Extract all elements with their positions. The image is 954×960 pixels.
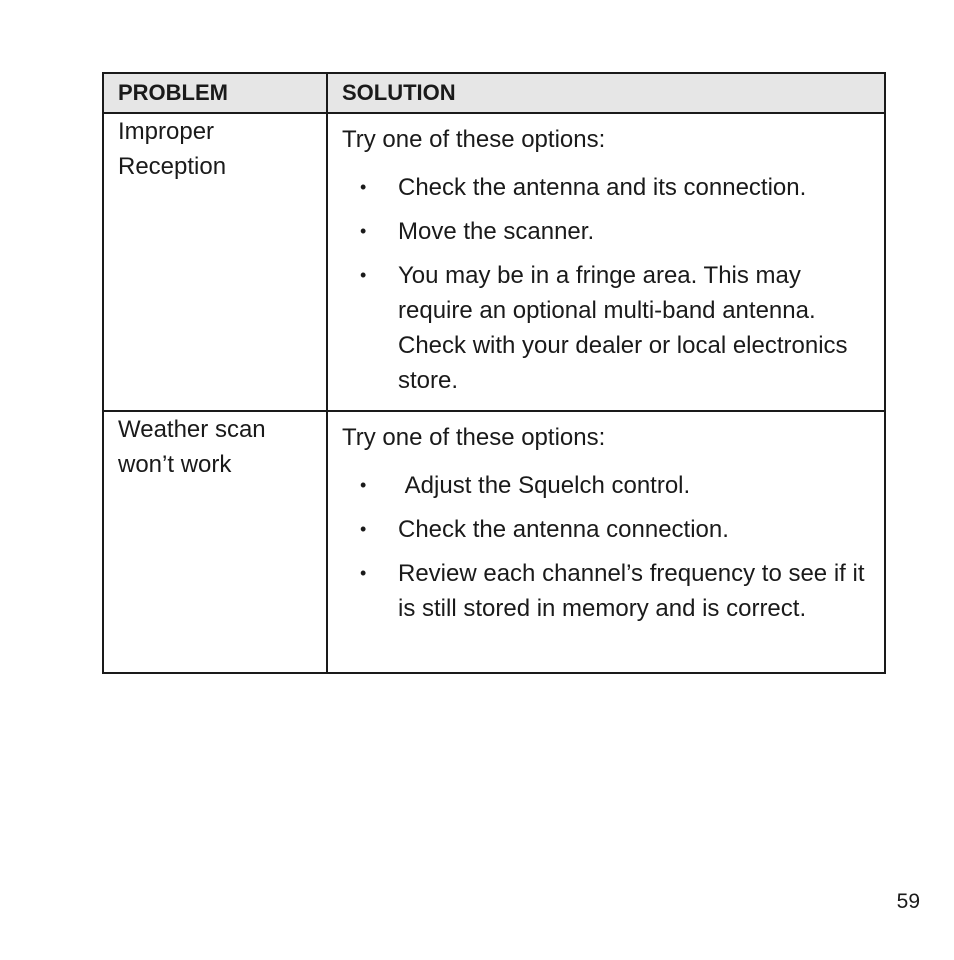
bullet-icon: • (360, 475, 367, 495)
problem-text-line: won’t work (118, 451, 232, 478)
list-item (342, 170, 874, 205)
troubleshooting-table (102, 72, 886, 674)
bullet-icon: • (360, 563, 367, 583)
solution-cell (327, 411, 885, 673)
solution-options-list (342, 468, 874, 626)
problem-text-line: Improper (118, 118, 215, 145)
problem-text-line: Weather scan (118, 416, 266, 443)
list-item (342, 258, 874, 398)
table-row (103, 411, 885, 673)
bullet-icon: • (360, 519, 367, 539)
option-text: You may be in a fringe area. This may require an optional multi-band antenna. Check with your dealer or local electronics store. (398, 262, 848, 394)
bullet-icon: • (360, 177, 367, 197)
problem-text-line: Reception (118, 153, 227, 180)
bullet-icon: • (360, 221, 367, 241)
problem-cell (103, 411, 327, 673)
option-text: Move the scanner. (398, 218, 595, 245)
solution-options-list (342, 170, 874, 398)
list-item (342, 214, 874, 249)
solution-column-header: SOLUTION (327, 73, 885, 113)
list-item (342, 556, 874, 626)
solution-intro: Try one of these options: (342, 126, 606, 153)
solution-intro: Try one of these options: (342, 424, 606, 451)
option-text: Check the antenna and its connection. (398, 174, 807, 201)
option-text: Check the antenna connection. (398, 516, 729, 543)
bullet-icon: • (360, 265, 367, 285)
table-header-row (103, 73, 885, 113)
list-item (342, 468, 874, 503)
option-text: Review each channel’s frequency to see if it is still stored in memory and is correct. (398, 560, 865, 622)
problem-column-header: PROBLEM (103, 73, 327, 113)
list-item (342, 512, 874, 547)
option-text: Adjust the Squelch control. (398, 472, 691, 499)
solution-cell (327, 113, 885, 411)
page-number: 59 (896, 890, 920, 913)
problem-cell (103, 113, 327, 411)
table-row (103, 113, 885, 411)
